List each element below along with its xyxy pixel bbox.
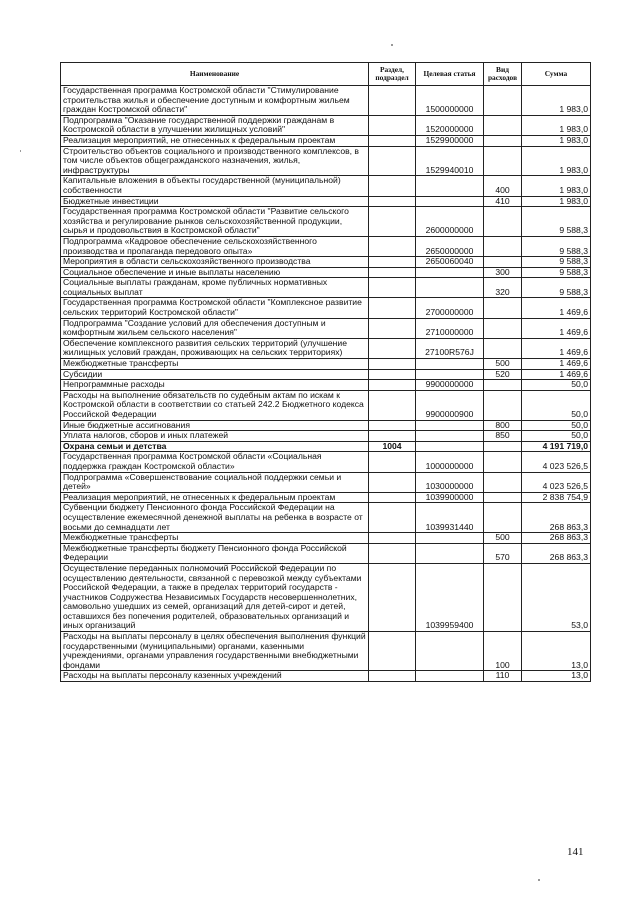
row-section	[369, 135, 416, 146]
row-name: Бюджетные инвестиции	[61, 196, 369, 207]
row-target	[416, 278, 484, 298]
row-expense	[484, 146, 522, 176]
row-target: 1500000000	[416, 86, 484, 116]
row-expense	[484, 441, 522, 452]
row-target: 1039931440	[416, 503, 484, 533]
row-expense	[484, 338, 522, 358]
table-row	[61, 236, 591, 256]
row-sum: 1 983,0	[522, 176, 591, 196]
row-target: 9900000900	[416, 390, 484, 420]
row-sum: 1 469,6	[522, 338, 591, 358]
table-row	[61, 359, 591, 370]
table-row	[61, 472, 591, 492]
table-row	[61, 563, 591, 631]
row-target: 27100R576J	[416, 338, 484, 358]
row-sum: 268 863,3	[522, 533, 591, 544]
row-name: Уплата налогов, сборов и иных платежей	[61, 431, 369, 442]
row-sum: 9 588,3	[522, 236, 591, 256]
table-row	[61, 492, 591, 503]
row-section	[369, 278, 416, 298]
row-expense	[484, 86, 522, 116]
row-name: Субсидии	[61, 369, 369, 380]
row-target	[416, 420, 484, 431]
row-sum: 1 469,6	[522, 298, 591, 318]
row-expense	[484, 452, 522, 472]
header-expense: Вид расходов	[484, 63, 522, 86]
row-name: Субвенции бюджету Пенсионного фонда Российской Федерации на осуществление ежемесячной денежной выплаты на ребенка в возрасте от восьми до семнадцати лет	[61, 503, 369, 533]
table-row	[61, 318, 591, 338]
row-section	[369, 420, 416, 431]
row-name: Государственная программа Костромской области "Развитие сельского хозяйства и регулирование рынков сельскохозяйственной продукции, сырья и продовольствия в Костромской области"	[61, 207, 369, 237]
row-sum: 4 191 719,0	[522, 441, 591, 452]
row-expense	[484, 380, 522, 391]
row-section	[369, 563, 416, 631]
row-expense	[484, 503, 522, 533]
row-expense	[484, 135, 522, 146]
table-row	[61, 543, 591, 563]
table-body	[61, 86, 591, 682]
row-target: 1030000000	[416, 472, 484, 492]
table-row	[61, 257, 591, 268]
table-row	[61, 390, 591, 420]
row-name: Расходы на выплаты персоналу в целях обеспечения выполнения функций государственными (муниципальными) органами, казенными учреждениями, органами управления государственными внебюджетными фондами	[61, 632, 369, 671]
row-sum: 1 983,0	[522, 115, 591, 135]
row-expense: 500	[484, 533, 522, 544]
table-row	[61, 380, 591, 391]
row-section	[369, 267, 416, 278]
row-target	[416, 533, 484, 544]
row-target: 2700000000	[416, 298, 484, 318]
row-name: Социальное обеспечение и иные выплаты населению	[61, 267, 369, 278]
scan-speck	[391, 44, 393, 46]
row-sum: 9 588,3	[522, 267, 591, 278]
row-target: 1039959400	[416, 563, 484, 631]
table-row	[61, 86, 591, 116]
scan-speck	[20, 150, 21, 152]
row-target	[416, 176, 484, 196]
row-section: 1004	[369, 441, 416, 452]
scan-speck	[538, 879, 540, 881]
row-expense	[484, 563, 522, 631]
row-target	[416, 359, 484, 370]
row-sum: 1 469,6	[522, 369, 591, 380]
row-section	[369, 318, 416, 338]
row-target	[416, 543, 484, 563]
row-sum: 50,0	[522, 420, 591, 431]
row-section	[369, 86, 416, 116]
table-row	[61, 115, 591, 135]
row-expense: 800	[484, 420, 522, 431]
row-sum: 4 023 526,5	[522, 452, 591, 472]
row-expense	[484, 390, 522, 420]
row-section	[369, 146, 416, 176]
row-expense	[484, 492, 522, 503]
row-section	[369, 671, 416, 682]
row-section	[369, 431, 416, 442]
row-section	[369, 492, 416, 503]
row-section	[369, 207, 416, 237]
row-name: Обеспечение комплексного развития сельских территорий (улучшение жилищных условий граждан, проживающих на сельских территориях)	[61, 338, 369, 358]
table-row	[61, 146, 591, 176]
row-name: Реализация мероприятий, не отнесенных к федеральным проектам	[61, 492, 369, 503]
row-section	[369, 533, 416, 544]
row-target: 1529900000	[416, 135, 484, 146]
row-sum: 9 588,3	[522, 257, 591, 268]
row-target	[416, 369, 484, 380]
row-target: 1529940010	[416, 146, 484, 176]
row-section	[369, 115, 416, 135]
row-sum: 4 023 526,5	[522, 472, 591, 492]
row-name: Мероприятия в области сельскохозяйственного производства	[61, 257, 369, 268]
row-expense: 410	[484, 196, 522, 207]
row-target: 2650060040	[416, 257, 484, 268]
row-sum: 1 983,0	[522, 196, 591, 207]
row-expense: 500	[484, 359, 522, 370]
row-expense: 520	[484, 369, 522, 380]
row-expense: 300	[484, 267, 522, 278]
table-row	[61, 207, 591, 237]
row-section	[369, 338, 416, 358]
row-target	[416, 441, 484, 452]
row-name: Непрограммные расходы	[61, 380, 369, 391]
row-target: 1039900000	[416, 492, 484, 503]
row-name: Реализация мероприятий, не отнесенных к федеральным проектам	[61, 135, 369, 146]
row-expense: 850	[484, 431, 522, 442]
row-sum: 268 863,3	[522, 543, 591, 563]
table-row	[61, 298, 591, 318]
header-section: Раздел, подраздел	[369, 63, 416, 86]
row-name: Иные бюджетные ассигнования	[61, 420, 369, 431]
row-section	[369, 472, 416, 492]
row-name: Осуществление переданных полномочий Российской Федерации по осуществлению деятельности, связанной с перевозкой между субъектами Российской Федерации, а также в пределах территорий государств - участников Содружества Независимых Государств несовершеннолетних, самовольно ушедших из семей, организаций для детей-сирот и детей, оставшихся без попечения родителей, образовательных организаций и иных организаций	[61, 563, 369, 631]
row-name: Государственная программа Костромской области "Комплексное развитие сельских территорий Костромской области"	[61, 298, 369, 318]
row-section	[369, 176, 416, 196]
header-sum: Сумма	[522, 63, 591, 86]
row-section	[369, 380, 416, 391]
row-expense: 110	[484, 671, 522, 682]
row-name: Государственная программа Костромской области «Социальная поддержка граждан Костромской области»	[61, 452, 369, 472]
row-target: 2650000000	[416, 236, 484, 256]
row-target: 2600000000	[416, 207, 484, 237]
table-row	[61, 452, 591, 472]
row-sum: 1 983,0	[522, 86, 591, 116]
row-name: Строительство объектов социального и производственного комплексов, в том числе объектов общегражданского назначения, жилья, инфраструктуры	[61, 146, 369, 176]
header-target: Целевая статья	[416, 63, 484, 86]
row-expense	[484, 236, 522, 256]
table-row	[61, 632, 591, 671]
row-expense	[484, 257, 522, 268]
header-row	[61, 63, 591, 86]
row-expense	[484, 115, 522, 135]
row-section	[369, 369, 416, 380]
row-name: Подпрограмма "Оказание государственной поддержки гражданам в Костромской области в улучшении жилищных условий"	[61, 115, 369, 135]
row-expense	[484, 298, 522, 318]
row-name: Охрана семьи и детства	[61, 441, 369, 452]
table-row	[61, 267, 591, 278]
row-expense: 100	[484, 632, 522, 671]
header-name: Наименование	[61, 63, 369, 86]
table-row	[61, 671, 591, 682]
table-row	[61, 431, 591, 442]
row-sum: 9 588,3	[522, 278, 591, 298]
row-section	[369, 390, 416, 420]
row-sum: 1 983,0	[522, 135, 591, 146]
row-sum: 1 469,6	[522, 359, 591, 370]
row-expense	[484, 318, 522, 338]
row-target	[416, 196, 484, 207]
table-row	[61, 196, 591, 207]
row-expense: 400	[484, 176, 522, 196]
row-sum: 1 983,0	[522, 146, 591, 176]
row-section	[369, 503, 416, 533]
row-name: Подпрограмма «Совершенствование социальной поддержки семьи и детей»	[61, 472, 369, 492]
row-target	[416, 671, 484, 682]
row-target: 2710000000	[416, 318, 484, 338]
row-section	[369, 632, 416, 671]
row-name: Межбюджетные трансферты	[61, 359, 369, 370]
row-target	[416, 632, 484, 671]
row-sum: 50,0	[522, 431, 591, 442]
row-sum: 268 863,3	[522, 503, 591, 533]
budget-table	[60, 62, 591, 682]
row-name: Расходы на выплаты персоналу казенных учреждений	[61, 671, 369, 682]
row-expense	[484, 207, 522, 237]
row-expense: 570	[484, 543, 522, 563]
table-row	[61, 338, 591, 358]
row-section	[369, 452, 416, 472]
row-name: Государственная программа Костромской области "Стимулирование строительства жилья и обеспечение доступным и комфортным жильем граждан Костромской области"	[61, 86, 369, 116]
row-sum: 53,0	[522, 563, 591, 631]
row-expense	[484, 472, 522, 492]
table-row	[61, 135, 591, 146]
row-target: 9900000000	[416, 380, 484, 391]
row-sum: 50,0	[522, 380, 591, 391]
row-name: Подпрограмма «Кадровое обеспечение сельскохозяйственного производства и пропаганда передового опыта»	[61, 236, 369, 256]
table-row	[61, 503, 591, 533]
row-section	[369, 298, 416, 318]
row-target: 1000000000	[416, 452, 484, 472]
row-sum: 13,0	[522, 671, 591, 682]
row-target: 1520000000	[416, 115, 484, 135]
row-section	[369, 257, 416, 268]
table-row	[61, 420, 591, 431]
row-name: Подпрограмма "Создание условий для обеспечения доступным и комфортным жильем сельского населения"	[61, 318, 369, 338]
row-name: Расходы на выполнение обязательств по судебным актам по искам к Костромской области в соответствии со статьей 242.2 Бюджетного кодекса Российской Федерации	[61, 390, 369, 420]
row-section	[369, 543, 416, 563]
table-row	[61, 369, 591, 380]
row-name: Межбюджетные трансферты	[61, 533, 369, 544]
table-row	[61, 278, 591, 298]
row-section	[369, 236, 416, 256]
row-section	[369, 196, 416, 207]
row-name: Капитальные вложения в объекты государственной (муниципальной) собственности	[61, 176, 369, 196]
row-sum: 2 838 754,9	[522, 492, 591, 503]
row-target	[416, 267, 484, 278]
row-target	[416, 431, 484, 442]
row-name: Межбюджетные трансферты бюджету Пенсионного фонда Российской Федерации	[61, 543, 369, 563]
row-sum: 9 588,3	[522, 207, 591, 237]
table-row	[61, 176, 591, 196]
page-number: 141	[567, 846, 584, 858]
table-row	[61, 533, 591, 544]
row-sum: 1 469,6	[522, 318, 591, 338]
row-sum: 50,0	[522, 390, 591, 420]
row-name: Социальные выплаты гражданам, кроме публичных нормативных социальных выплат	[61, 278, 369, 298]
row-sum: 13,0	[522, 632, 591, 671]
row-section	[369, 359, 416, 370]
table-row	[61, 441, 591, 452]
row-expense: 320	[484, 278, 522, 298]
